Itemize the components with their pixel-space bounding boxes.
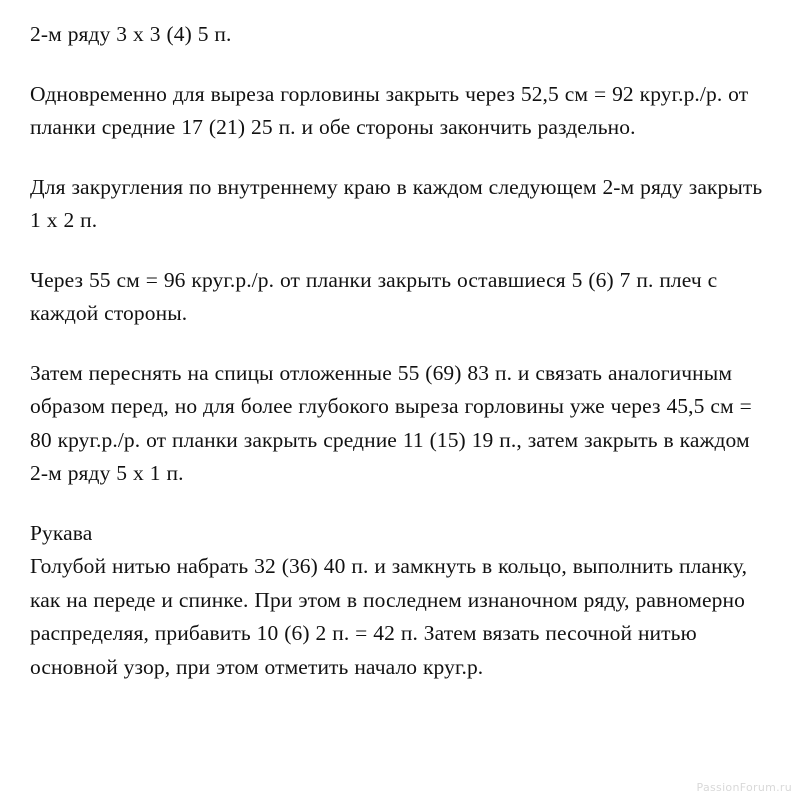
paragraph-1: 2-м ряду 3 x 3 (4) 5 п. [30, 22, 232, 46]
document-text-body [30, 18, 772, 684]
paragraph-3: Для закругления по внутреннему краю в каждом следующем 2-м ряду закрыть 1 x 2 п. [30, 174, 769, 232]
paragraph-6: Голубой нитью набрать 32 (36) 40 п. и замкнуть в кольцо, выполнить планку, как на переде и спинке. При этом в последнем изнаночном ряду, равномерно распределяя, прибавить 10 (6) 2 п. = 42 п. Затем вязать песочной нитью основной узор, при этом отметить начало круг.р. [30, 554, 753, 679]
paragraph-5: Затем переснять на спицы отложенные 55 (69) 83 п. и связать аналогичным образом перед, но для более глубокого выреза горловины уже через 45,5 см = 80 круг.р./р. от планки закрыть средние 11 (15) 19 п., затем закрыть в каждом 2-м ряду 5 x 1 п. [30, 360, 758, 485]
section-heading-sleeves: Рукава [30, 520, 93, 545]
paragraph-4: Через 55 см = 96 круг.р./р. от планки закрыть оставшиеся 5 (6) 7 п. плеч с каждой стороны. [30, 267, 724, 325]
site-watermark: PassionForum.ru [696, 781, 792, 794]
paragraph-2: Одновременно для выреза горловины закрыть через 52,5 см = 92 круг.р./р. от планки средние 17 (21) 25 п. и обе стороны закончить раздельно. [30, 81, 755, 139]
